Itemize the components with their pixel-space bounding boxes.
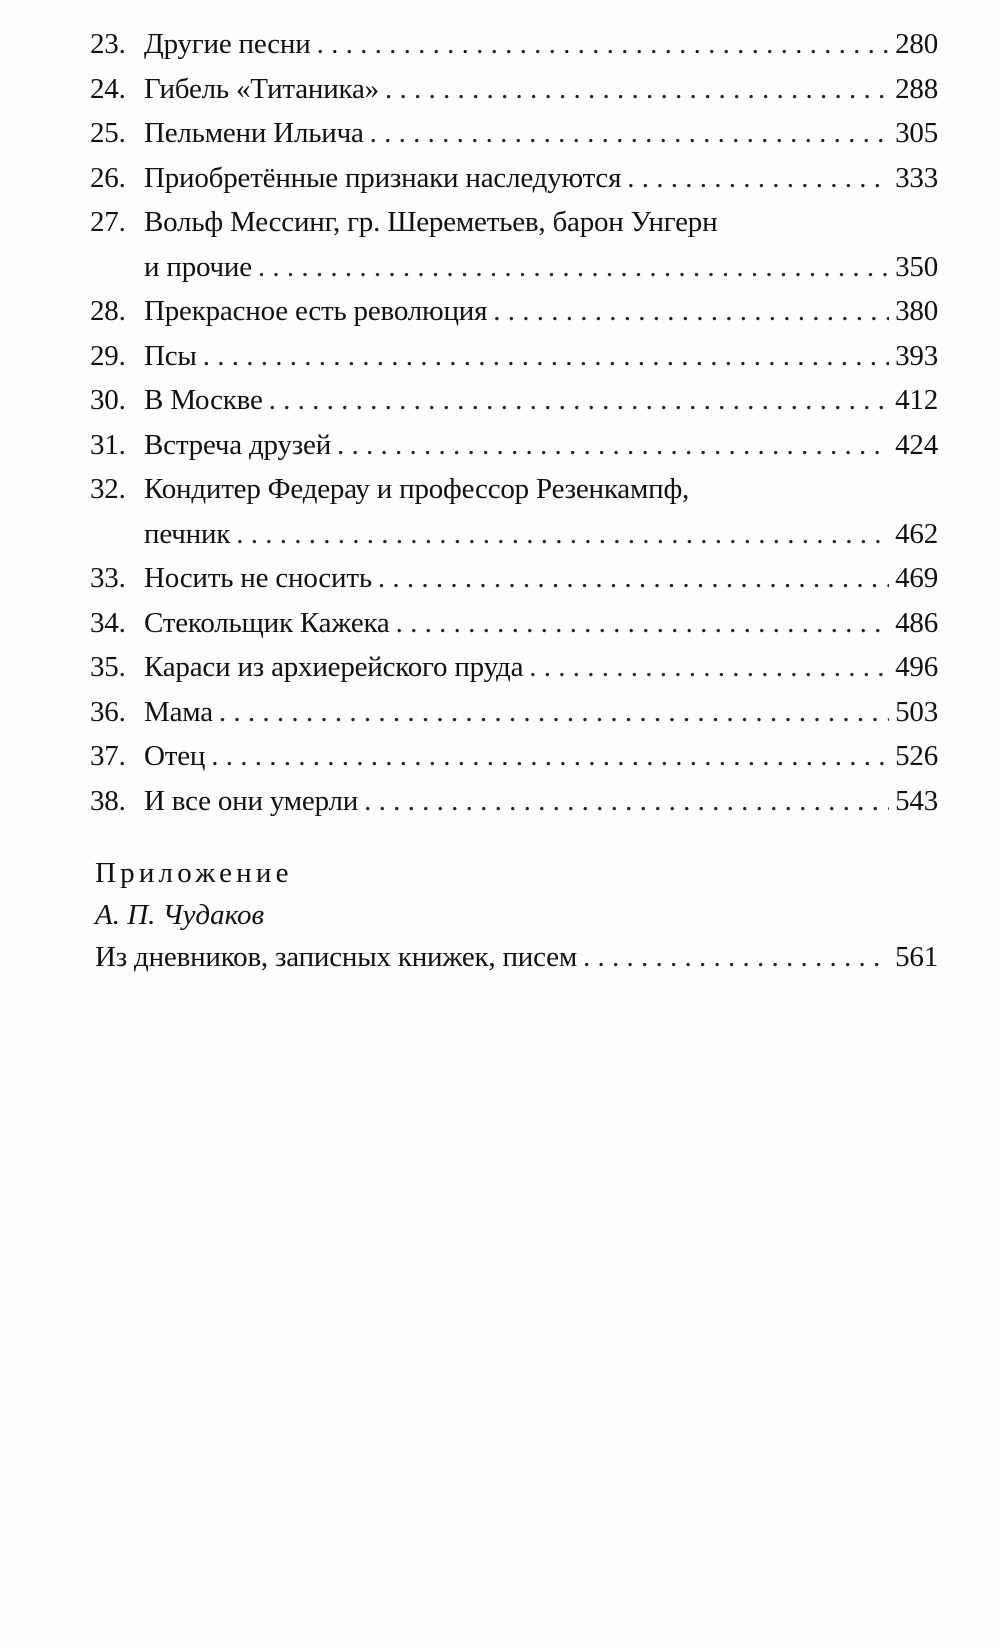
toc-entry-line xyxy=(144,111,938,156)
toc-entry-number: 31. xyxy=(90,428,126,461)
toc-entry xyxy=(90,690,938,735)
toc-entry-page: 424 xyxy=(895,428,938,461)
toc-entry-title: Другие песни xyxy=(144,28,311,60)
table-of-contents xyxy=(90,22,938,823)
toc-entry-number: 36. xyxy=(90,695,126,728)
toc-entry-title: Встреча друзей xyxy=(144,428,332,461)
leader-dots xyxy=(378,556,889,601)
toc-entry xyxy=(90,423,938,468)
toc-entry-number: 37. xyxy=(90,740,126,772)
toc-entry-page: 486 xyxy=(895,606,938,639)
toc-entry-number: 28. xyxy=(90,295,126,327)
toc-entry-line xyxy=(144,334,938,379)
toc-entry-line xyxy=(144,734,938,779)
appendix-heading: Приложение xyxy=(95,857,293,889)
toc-entry xyxy=(90,289,938,334)
leader-dots xyxy=(203,334,889,379)
appendix-entry-title: Из дневников, записных книжек, писем xyxy=(95,941,577,973)
toc-entry-body xyxy=(142,690,938,735)
toc-entry-page: 526 xyxy=(895,740,938,772)
toc-entry-page: 350 xyxy=(895,250,938,283)
toc-entry-line xyxy=(144,512,938,557)
toc-entry-title: Отец xyxy=(144,740,206,772)
toc-entry-line xyxy=(144,645,938,690)
toc-entry-body xyxy=(142,734,938,779)
toc-entry-line xyxy=(144,690,938,735)
appendix-author: А. П. Чудаков xyxy=(95,899,265,931)
toc-entry-title: Приобретённые признаки наследуются xyxy=(144,161,622,194)
leader-dots xyxy=(258,245,889,290)
leader-dots xyxy=(529,645,889,690)
leader-dots xyxy=(370,111,889,156)
toc-entry xyxy=(90,734,938,779)
toc-entry-body xyxy=(142,378,938,423)
toc-entry-title: Вольф Мессинг, гр. Шереметьев, барон Унгерн xyxy=(144,206,718,238)
appendix-section xyxy=(95,852,938,978)
appendix-entry xyxy=(95,936,938,978)
leader-dots xyxy=(236,512,889,557)
toc-entry-number: 23. xyxy=(90,28,126,60)
toc-entry-line xyxy=(144,245,938,290)
toc-entry-line xyxy=(144,22,938,67)
toc-entry-line xyxy=(144,289,938,334)
toc-entry-number: 33. xyxy=(90,562,126,594)
toc-entry xyxy=(90,601,938,646)
toc-entry-page: 469 xyxy=(895,562,938,594)
toc-entry-body xyxy=(142,156,938,201)
toc-entry-page: 393 xyxy=(895,339,938,372)
toc-entry-body xyxy=(142,423,938,468)
toc-entry-page: 305 xyxy=(895,117,938,149)
toc-entry-line xyxy=(144,378,938,423)
toc-entry-title: Гибель «Титаника» xyxy=(144,72,379,105)
toc-entry-body xyxy=(142,556,938,601)
toc-entry-title: Караси из архиерейского пруда xyxy=(144,651,524,683)
toc-entry-page: 380 xyxy=(895,295,938,327)
toc-entry-body xyxy=(142,601,938,646)
leader-dots xyxy=(211,734,889,779)
toc-entry xyxy=(90,156,938,201)
toc-entry-line xyxy=(144,200,938,245)
toc-entry xyxy=(90,645,938,690)
toc-entry-page: 543 xyxy=(895,784,938,817)
toc-entry-body xyxy=(142,779,938,824)
toc-entry-number: 30. xyxy=(90,384,126,416)
toc-entry-body xyxy=(142,645,938,690)
toc-entry-number: 38. xyxy=(90,784,126,817)
toc-entry-page: 503 xyxy=(895,695,938,728)
toc-entry-body xyxy=(142,467,938,556)
toc-entry-title: и прочие xyxy=(144,250,252,283)
toc-entry-number: 29. xyxy=(90,339,126,372)
leader-dots xyxy=(385,67,889,112)
toc-entry-body xyxy=(142,111,938,156)
toc-entry-title: Пельмени Ильича xyxy=(144,117,364,149)
leader-dots xyxy=(627,156,889,201)
leader-dots xyxy=(493,289,889,334)
toc-entry-line xyxy=(144,67,938,112)
toc-entry-line xyxy=(144,423,938,468)
toc-entry-number: 27. xyxy=(90,206,126,238)
leader-dots xyxy=(269,378,889,423)
toc-entry-line xyxy=(144,156,938,201)
toc-entry-line xyxy=(144,779,938,824)
toc-entry-page: 496 xyxy=(895,651,938,683)
leader-dots xyxy=(364,779,889,824)
toc-entry-number: 26. xyxy=(90,161,126,194)
toc-entry xyxy=(90,467,938,556)
toc-entry xyxy=(90,67,938,112)
toc-entry-title: Мама xyxy=(144,695,213,728)
toc-entry-title: Стекольщик Кажека xyxy=(144,606,390,639)
toc-entry-page: 462 xyxy=(895,517,938,550)
toc-entry-title: Псы xyxy=(144,339,197,372)
toc-entry-title: Носить не сносить xyxy=(144,562,372,594)
appendix-entry-page: 561 xyxy=(895,941,938,973)
toc-entry-page: 412 xyxy=(895,384,938,416)
toc-entry-page: 288 xyxy=(895,72,938,105)
toc-entry-body xyxy=(142,67,938,112)
toc-entry-number: 32. xyxy=(90,473,126,505)
toc-entry xyxy=(90,779,938,824)
toc-entry-body xyxy=(142,289,938,334)
toc-entry-number: 24. xyxy=(90,72,126,105)
toc-entry xyxy=(90,111,938,156)
toc-entry xyxy=(90,200,938,289)
toc-entry-title: В Москве xyxy=(144,384,263,416)
leader-dots xyxy=(219,690,889,735)
toc-entry xyxy=(90,22,938,67)
toc-entry xyxy=(90,378,938,423)
leader-dots xyxy=(337,423,889,468)
toc-entry-line xyxy=(144,467,938,512)
toc-entry-number: 25. xyxy=(90,117,126,149)
leader-dots xyxy=(583,936,889,978)
toc-entry xyxy=(90,556,938,601)
toc-entry-title: Кондитер Федерау и профессор Резенкампф, xyxy=(144,473,690,505)
leader-dots xyxy=(317,22,890,67)
toc-entry xyxy=(90,334,938,379)
toc-entry-title: Прекрасное есть революция xyxy=(144,295,488,327)
toc-entry-line xyxy=(144,601,938,646)
toc-entry-title: И все они умерли xyxy=(144,784,359,817)
leader-dots xyxy=(396,601,889,646)
toc-entry-page: 280 xyxy=(895,28,938,60)
toc-entry-body xyxy=(142,200,938,289)
toc-entry-body xyxy=(142,334,938,379)
toc-entry-line xyxy=(144,556,938,601)
toc-entry-page: 333 xyxy=(895,161,938,194)
toc-entry-body xyxy=(142,22,938,67)
toc-entry-number: 35. xyxy=(90,651,126,683)
toc-entry-title: печник xyxy=(144,517,231,550)
toc-entry-number: 34. xyxy=(90,606,126,639)
